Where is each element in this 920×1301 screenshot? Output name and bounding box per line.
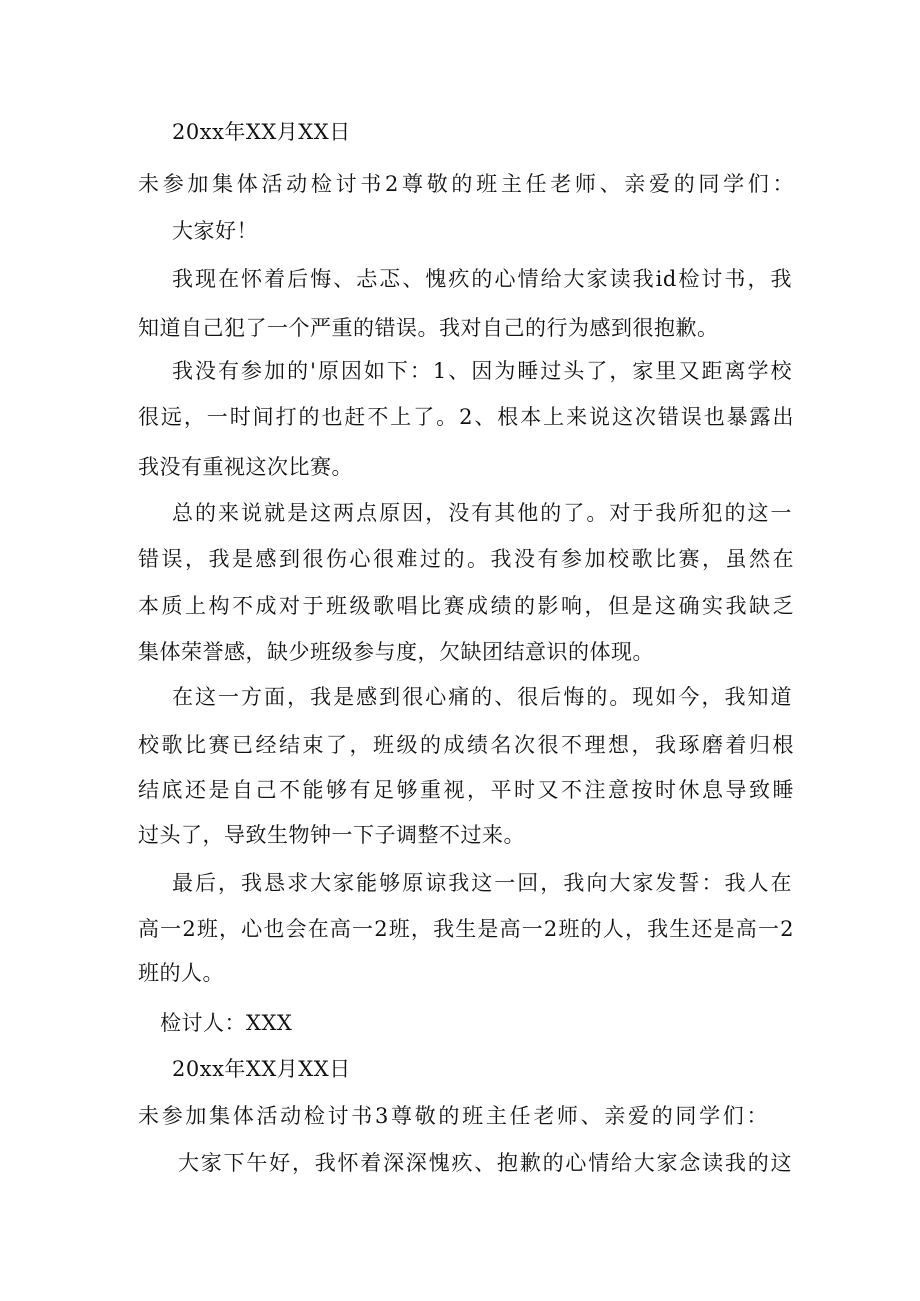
- paragraph-line: 过头了，导致生物钟一下子调整不过来。: [138, 823, 525, 847]
- paragraph-line: 我没有参加的'原因如下：1、因为睡过头了，家里又距离学校: [172, 359, 792, 383]
- paragraph-line: 结底还是自己不能够有足够重视，平时又不注意按时休息导致睡: [138, 778, 794, 802]
- paragraph-line: 总的来说就是这两点原因，没有其他的了。对于我所犯的这一: [172, 501, 792, 525]
- paragraph-line: 最后，我恳求大家能够原谅我这一回，我向大家发誓：我人在: [172, 871, 792, 895]
- section-heading-3: 未参加集体活动检讨书3尊敬的班主任老师、亲爱的同学们：: [138, 1104, 768, 1128]
- greeting: 大家好！: [172, 219, 258, 243]
- paragraph-line: 班的人。: [138, 961, 224, 985]
- paragraph-line: 我现在怀着后悔、忐忑、愧疚的心情给大家读我id检讨书，我: [172, 267, 792, 291]
- date-line: 20xx年XX月XX日: [172, 1057, 351, 1081]
- paragraph-line: 集体荣誉感，缺少班级参与度，欠缺团结意识的体现。: [138, 640, 654, 664]
- paragraph-line: 很远，一时间打的也赶不上了。2、根本上来说这次错误也暴露出: [138, 405, 794, 429]
- paragraph-line: 在这一方面，我是感到很心痛的、很后悔的。现如今，我知道: [172, 685, 792, 709]
- paragraph-line: 高一2班，心也会在高一2班，我生是高一2班的人，我生还是高一2: [138, 917, 794, 941]
- paragraph-line: 大家下午好，我怀着深深愧疚、抱歉的心情给大家念读我的这: [178, 1151, 792, 1175]
- paragraph-line: 校歌比赛已经结束了，班级的成绩名次很不理想，我琢磨着归根: [138, 733, 794, 757]
- section-heading-2: 未参加集体活动检讨书2尊敬的班主任老师、亲爱的同学们：: [138, 172, 794, 196]
- paragraph-line: 本质上构不成对于班级歌唱比赛成绩的影响，但是这确实我缺乏: [138, 594, 794, 618]
- signature-line: 检讨人：XXX: [160, 1011, 293, 1035]
- paragraph-line: 错误，我是感到很伤心很难过的。我没有参加校歌比赛，虽然在: [138, 547, 794, 571]
- paragraph-line: 我没有重视这次比赛。: [138, 455, 353, 479]
- paragraph-line: 知道自己犯了一个严重的错误。我对自己的行为感到很抱歉。: [138, 316, 719, 340]
- date-line: 20xx年XX月XX日: [172, 120, 351, 144]
